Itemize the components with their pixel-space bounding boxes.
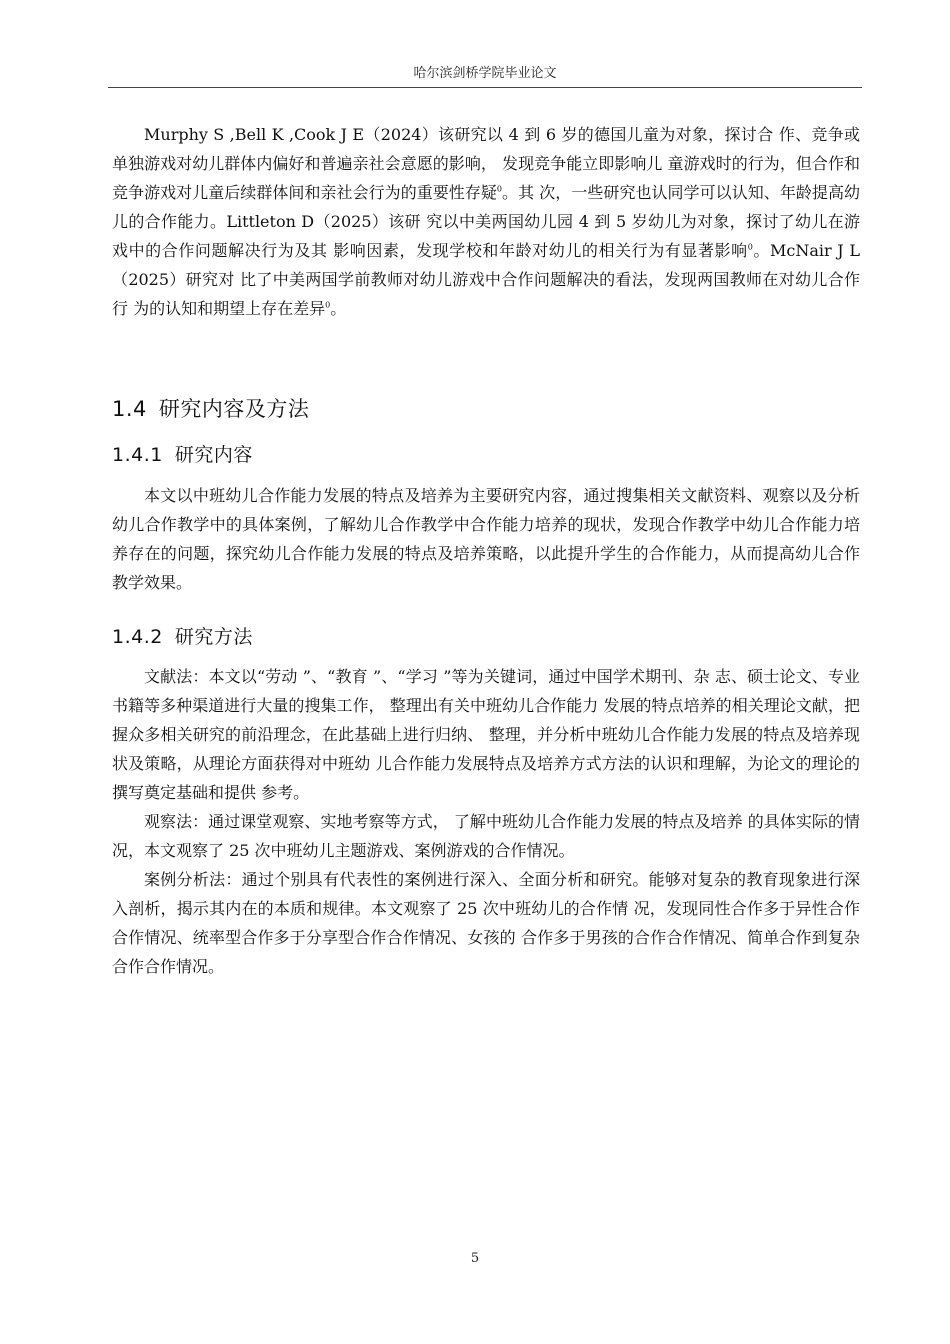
literature-method-paragraph: 文献法：本文以“劳动 ”、“教育 ”、“学习 ”等为关键词，通过中国学术期刊、杂 志、硕士论文、专业书籍等多种渠道进行大量的搜集工作， 整理出有关中班幼儿合作能力 发展的特点培养的相关理论文献，把握众多相关研究的前沿理念，在此基础上进行归纳、 整理，并分析中班幼儿合作能力发展的特点及培养现状及策略，从理论方面获得对中班幼 儿合作能力发展特点及培养方式方法的认识和理解，为论文的理论的撰写奠定基础和提供 参考。: [112, 667, 860, 802]
intro-paragraph: [112, 120, 860, 323]
section-number: 1.4.2: [112, 626, 163, 648]
intro-text-part-2: 。其 次，一些研究也认同学可以认知、年龄提高幼儿的合作能力。Littleton D（2025）该研 究以中美两国幼儿园 4 到 5 岁幼儿为对象，探讨了幼儿在游戏中的合作问题解决行为及其 影响因素，发现学校和年龄对幼儿的相关行为有显著影响: [112, 183, 860, 260]
citation-marker: 0: [325, 300, 331, 310]
research-content-paragraph: 本文以中班幼儿合作能力发展的特点及培养为主要研究内容，通过搜集相关文献资料、观察以及分析幼儿合作教学中的具体案例，了解幼儿合作教学中合作能力培养的现状，发现合作教学中幼儿合作能力培养存在的问题，探究幼儿合作能力发展的特点及培养策略，以此提升学生的合作能力，从而提高幼儿合作教学效果。: [112, 486, 860, 592]
section-title: 研究内容及方法: [158, 397, 310, 421]
intro-text-part-3: 。McNair J L（2025）研究对 比了中美两国学前教师对幼儿游戏中合作问题解决的看法，发现两国教师在对幼儿合作行 为的认知和期望上存在差异: [112, 241, 860, 318]
section-heading-1-4: [112, 393, 309, 423]
header-divider: [108, 87, 862, 88]
section-number: 1.4.1: [112, 444, 163, 466]
case-analysis-method-paragraph: 案例分析法：通过个别具有代表性的案例进行深入、全面分析和研究。能够对复杂的教育现象进行深入剖析，揭示其内在的本质和规律。本文观察了 25 次中班幼儿的合作情 况，发现同性合作多于异性合作合作情况、统率型合作多于分享型合作合作情况、女孩的 合作多于男孩的合作合作情况、简单合作到复杂合作合作情况。: [112, 870, 860, 976]
research-methods-block: [112, 662, 860, 981]
section-heading-1-4-1: [112, 440, 253, 467]
observation-method-paragraph: 观察法：通过课堂观察、实地考察等方式， 了解中班幼儿合作能力发展的特点及培养 的具体实际的情况，本文观察了 25 次中班幼儿主题游戏、案例游戏的合作情况。: [112, 812, 860, 860]
section-title: 研究方法: [174, 626, 253, 648]
section-number: 1.4: [112, 397, 147, 421]
section-heading-1-4-2: [112, 622, 253, 649]
citation-marker: 0: [496, 184, 503, 194]
intro-text-part-4: 。: [330, 299, 347, 318]
page-number: 5: [470, 1251, 480, 1266]
intro-paragraph-block: [112, 120, 860, 323]
intro-text-part-1: Murphy S ,Bell K ,Cook J E（2024）该研究以 4 到 6 岁的德国儿童为对象，探讨合 作、竞争或单独游戏对幼儿群体内偏好和普遍亲社会意愿的影响， 发现竞争能立即影响儿 童游戏时的行为，但合作和竞争游戏对儿童后续群体间和亲社会行为的重要性存疑: [112, 125, 860, 202]
research-content-block: [112, 481, 860, 597]
page-header-title: 哈尔滨剑桥学院毕业论文: [413, 66, 557, 81]
section-title: 研究内容: [174, 444, 253, 466]
citation-marker: 0: [747, 242, 753, 252]
